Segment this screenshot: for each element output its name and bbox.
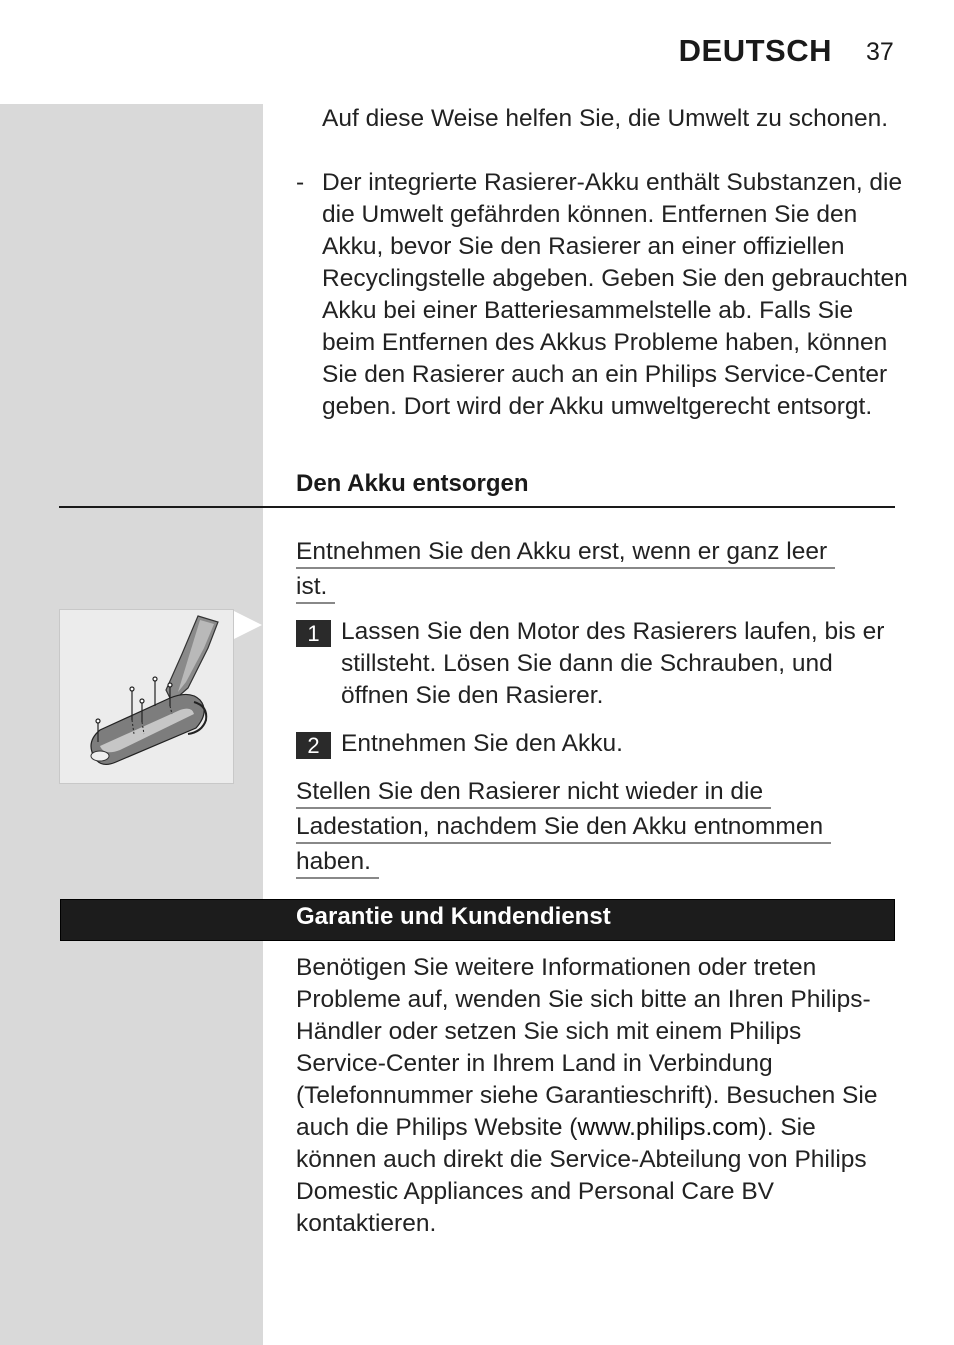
battery-note-line: Entnehmen Sie den Akku erst, wenn er ganz leer [296, 537, 835, 569]
battery-warning-line: Ladestation, nachdem Sie den Akku entnommen [296, 812, 831, 844]
shaver-opened-icon [60, 610, 233, 783]
section-heading-warranty: Garantie und Kundendienst [296, 903, 611, 930]
battery-warning-line: haben. [296, 847, 379, 879]
warranty-text-part: Benötigen Sie weitere Informationen oder treten Probleme auf, wenden Sie sich bitte an Ihren Philips-Händler oder setzen Sie sich mit einem Philips Service-Center in Ihrem Land in Verbindung (Telefonnummer siehe Garantieschrift). Besuchen Sie auch die Philips Website ( [296, 954, 878, 1141]
step-number-badge: 2 [296, 732, 331, 759]
shaver-illustration [59, 609, 234, 784]
battery-note-line: ist. [296, 572, 335, 604]
philips-website-link[interactable]: www.philips.com [577, 1114, 759, 1141]
page-number: 37 [866, 38, 894, 66]
intro-continuation: Auf diese Weise helfen Sie, die Umwelt zu schonen. [322, 105, 889, 132]
step-number-badge: 1 [296, 620, 331, 647]
step-text: Entnehmen Sie den Akku. [341, 730, 623, 757]
step-text: Lassen Sie den Motor des Rasierers laufen, bis er stillsteht. Lösen Sie dann die Schrauben, und öffnen Sie den Rasierer. [341, 618, 885, 709]
battery-warning-line: Stellen Sie den Rasierer nicht wieder in die [296, 777, 771, 809]
section-heading-battery: Den Akku entsorgen [296, 470, 529, 497]
warranty-text [296, 952, 896, 1240]
step-1 [296, 616, 896, 716]
battery-note [296, 536, 896, 606]
language-heading: DEUTSCH [678, 33, 832, 68]
figure-pointer-icon [234, 611, 264, 641]
battery-warning [296, 776, 896, 881]
section-divider [59, 506, 895, 508]
step-2 [296, 728, 896, 762]
bullet-marker: - [296, 169, 305, 196]
intro-bullet-text: Der integrierte Rasierer-Akku enthält Substanzen, die die Umwelt gefährden können. Entfernen Sie den Akku, bevor Sie den Rasierer an einer offiziellen Recyclingstelle abgeben. Geben Sie den gebrauchten Akku bei einer Batteriesammelstelle ab. Falls Sie beim Entfernen des Akkus Probleme haben, können Sie den Rasierer auch an ein Philips Service-Center geben. Dort wird der Akku umweltgerecht entsorgt. [322, 169, 908, 420]
warranty-text-part: ). Sie können auch direkt die Service-Abteilung von Philips Domestic Appliances and Personal Care BV kontaktieren. [296, 1114, 867, 1237]
